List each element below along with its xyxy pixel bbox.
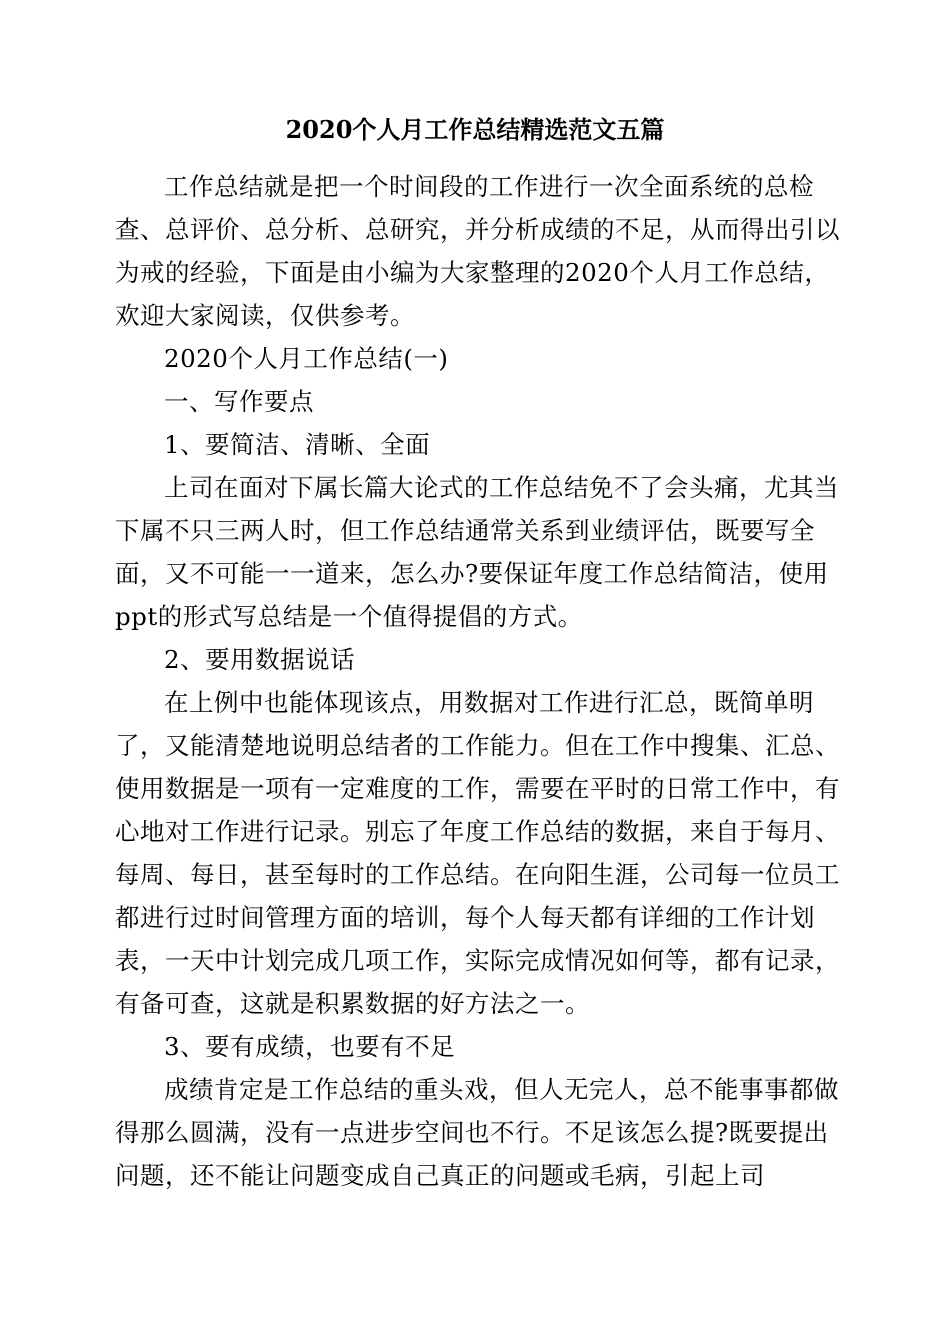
document-body [115, 165, 845, 1197]
paragraph: 在上例中也能体现该点，用数据对工作进行汇总，既简单明了，又能清楚地说明总结者的工作能力。但在工作中搜集、汇总、使用数据是一项有一定难度的工作，需要在平时的日常工作中，有心地对工作进行记录。别忘了年度工作总结的数据，来自于每月、每周、每日，甚至每时的工作总结。在向阳生涯，公司每一位员工都进行过时间管理方面的培训，每个人每天都有详细的工作计划表，一天中计划完成几项工作，实际完成情况如何等，都有记录，有备可查，这就是积累数据的好方法之一。 [115, 688, 840, 1018]
section-heading: 3、要有成绩，也要有不足 [164, 1032, 456, 1061]
section-heading: 2020个人月工作总结(一) [164, 344, 449, 373]
section-heading: 1、要简洁、清晰、全面 [164, 430, 431, 459]
paragraph: 上司在面对下属长篇大论式的工作总结免不了会头痛，尤其当下属不只三两人时，但工作总结通常关系到业绩评估，既要写全面，又不可能一一道来，怎么办?要保证年度工作总结简洁，使用ppt的形式写总结是一个值得提倡的方式。 [115, 473, 839, 631]
paragraph: 工作总结就是把一个时间段的工作进行一次全面系统的总检查、总评价、总分析、总研究，并分析成绩的不足，从而得出引以为戒的经验，下面是由小编为大家整理的2020个人月工作总结，欢迎大家阅读，仅供参考。 [115, 172, 840, 330]
section-heading: 2、要用数据说话 [164, 645, 356, 674]
paragraph: 成绩肯定是工作总结的重头戏，但人无完人，总不能事事都做得那么圆满，没有一点进步空间也不行。不足该怎么提?既要提出问题，还不能让问题变成自己真正的问题或毛病，引起上司 [115, 1075, 839, 1190]
document-title: 2020个人月工作总结精选范文五篇 [285, 115, 665, 144]
section-heading: 一、写作要点 [164, 387, 314, 416]
